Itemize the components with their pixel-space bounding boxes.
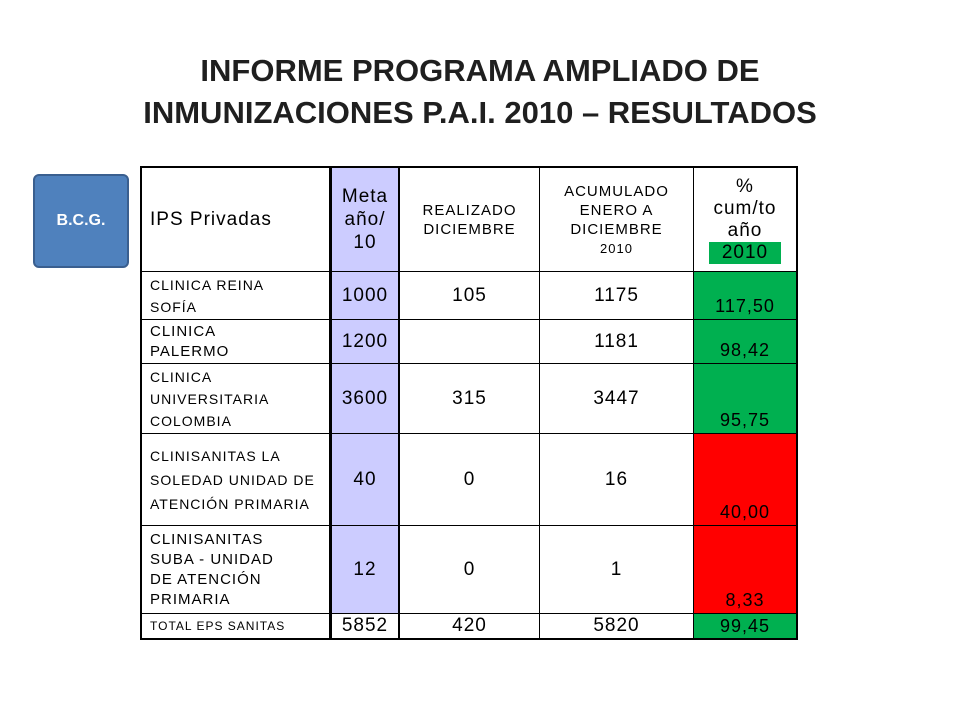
row-pct: 40,00 xyxy=(694,434,796,526)
table-header-row xyxy=(142,168,796,272)
row-acumulado: 1 xyxy=(540,526,694,614)
bcg-badge[interactable] xyxy=(33,174,129,268)
table-row xyxy=(142,526,796,614)
row-ips-name: CLINICA UNIVERSITARIA COLOMBIA xyxy=(142,364,330,434)
total-label: TOTAL EPS SANITAS xyxy=(142,614,330,638)
header-pct-year: 2010 xyxy=(709,242,780,264)
table-row xyxy=(142,320,796,364)
results-table xyxy=(140,166,798,640)
header-meta: Meta año/ 10 xyxy=(330,168,400,272)
row-meta: 12 xyxy=(330,526,400,614)
row-pct: 8,33 xyxy=(694,526,796,614)
row-pct: 117,50 xyxy=(694,272,796,320)
row-ips-name: CLINICA REINA SOFÍA xyxy=(142,272,330,320)
row-realizado: 105 xyxy=(400,272,540,320)
row-pct: 95,75 xyxy=(694,364,796,434)
total-acumulado: 5820 xyxy=(540,614,694,638)
header-pct-text: % cum/to año xyxy=(713,175,777,241)
table-row xyxy=(142,434,796,526)
total-realizado: 420 xyxy=(400,614,540,638)
row-meta: 3600 xyxy=(330,364,400,434)
header-acumulado-year: 2010 xyxy=(600,240,633,256)
header-acumulado-text: ACUMULADO ENERO A DICIEMBRE xyxy=(564,182,669,238)
header-acumulado xyxy=(540,168,694,272)
row-acumulado: 1175 xyxy=(540,272,694,320)
row-meta: 40 xyxy=(330,434,400,526)
table-total-row xyxy=(142,614,796,638)
table-row xyxy=(142,272,796,320)
header-realizado: REALIZADO DICIEMBRE xyxy=(400,168,540,272)
row-ips-name: CLINISANITAS LA SOLEDAD UNIDAD DE ATENCIÓN PRIMARIA xyxy=(142,434,330,526)
title-line-2: INMUNIZACIONES P.A.I. 2010 – RESULTADOS xyxy=(143,95,817,130)
row-meta: 1000 xyxy=(330,272,400,320)
row-acumulado: 16 xyxy=(540,434,694,526)
total-pct: 99,45 xyxy=(694,614,796,638)
row-acumulado: 3447 xyxy=(540,364,694,434)
total-meta: 5852 xyxy=(330,614,400,638)
header-pct xyxy=(694,168,796,272)
row-ips-name: CLINISANITAS SUBA - UNIDAD DE ATENCIÓN PRIMARIA xyxy=(142,526,330,614)
row-realizado: 0 xyxy=(400,434,540,526)
title-line-1: INFORME PROGRAMA AMPLIADO DE xyxy=(200,53,760,88)
row-pct: 98,42 xyxy=(694,320,796,364)
row-acumulado: 1181 xyxy=(540,320,694,364)
row-meta: 1200 xyxy=(330,320,400,364)
bcg-badge-label: B.C.G. xyxy=(56,212,106,229)
page-title xyxy=(0,50,960,134)
row-ips-name: CLINICA PALERMO xyxy=(142,320,330,364)
header-ips: IPS Privadas xyxy=(142,168,330,272)
row-realizado: 315 xyxy=(400,364,540,434)
table-row xyxy=(142,364,796,434)
row-realizado: 0 xyxy=(400,526,540,614)
row-realizado xyxy=(400,320,540,364)
